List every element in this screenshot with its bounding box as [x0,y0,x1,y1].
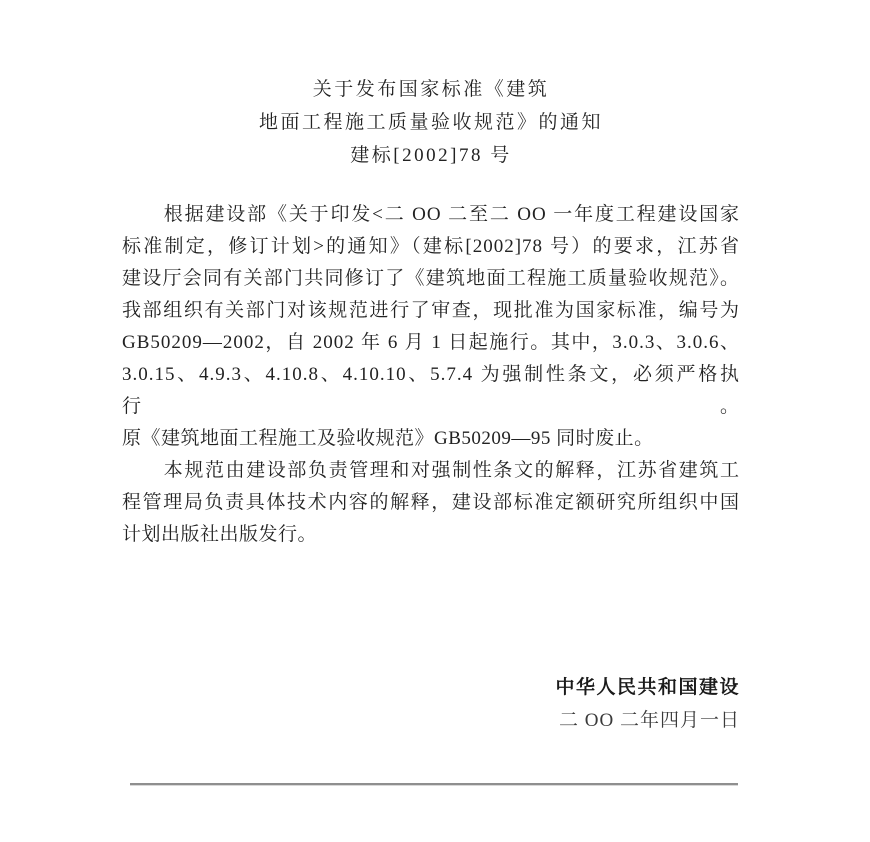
notice-body [122,199,740,551]
title-line-2: 地面工程施工质量验收规范》的通知 [258,112,603,133]
body-line: 建设厅会同有关部门共同修订了《建筑地面工程施工质量验收规范》。 [122,268,740,289]
body-line: 计划出版社出版发行。 [122,524,318,545]
body-line: 程管理局负责具体技术内容的解释，建设部标准定额研究所组织中国 [122,492,740,513]
notice-title [122,73,740,172]
document-number: 建标[2002]78 号 [350,145,512,166]
body-line: 我部组织有关部门对该规范进行了审查，现批准为国家标准，编号为 [122,300,740,321]
body-line: 3.0.15、4.9.3、4.10.8、4.10.10、5.7.4 为强制性条文，必须严格执行。 [122,364,740,417]
body-line: 本规范由建设部负责管理和对强制性条文的解释，江苏省建筑工 [163,460,740,481]
title-line-1: 关于发布国家标准《建筑 [312,79,550,100]
text-column [122,0,740,786]
body-line: GB50209—2002，自 2002 年 6 月 1 日起施行。其中，3.0.3、3.0.6、 [122,332,740,353]
signature-date: 二 OO 二年四月一日 [559,710,740,731]
signature-organization: 中华人民共和国建设 [555,677,740,698]
body-line: 根据建设部《关于印发<二 OO 二至二 OO 一年度工程建设国家 [163,204,740,225]
divider-line [130,783,738,786]
body-line: 标准制定，修订计划>的通知》（建标[2002]78 号）的要求，江苏省 [122,236,740,257]
body-line: 原《建筑地面工程施工及验收规范》GB50209—95 同时废止。 [122,428,654,449]
signature-block [122,671,740,737]
